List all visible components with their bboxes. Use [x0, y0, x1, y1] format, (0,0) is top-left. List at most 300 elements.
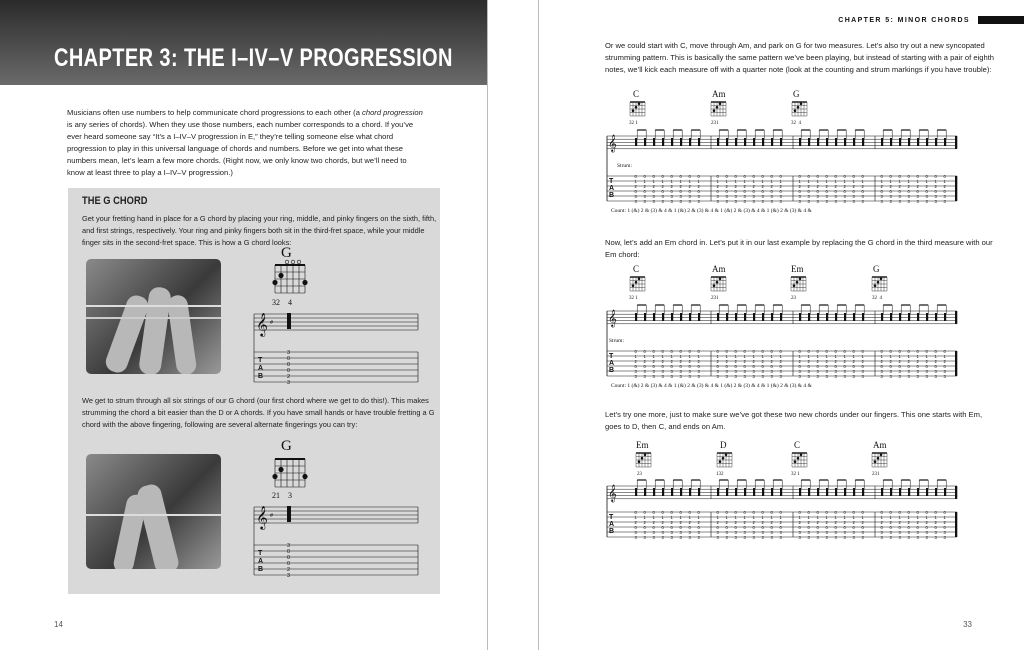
svg-text:3: 3 [287, 543, 291, 549]
svg-text:3: 3 [834, 374, 837, 379]
svg-text:3: 3 [652, 199, 655, 204]
svg-text:3: 3 [807, 199, 810, 204]
svg-text:3: 3 [287, 350, 291, 356]
svg-text:0: 0 [880, 189, 883, 194]
ex3-chord-box-3 [790, 450, 810, 470]
svg-text:2: 2 [697, 184, 700, 189]
svg-text:0: 0 [880, 525, 883, 530]
svg-text:1: 1 [943, 354, 946, 359]
svg-text:1: 1 [688, 354, 691, 359]
svg-text:3: 3 [743, 369, 746, 374]
svg-text:2: 2 [816, 184, 819, 189]
svg-text:2: 2 [907, 359, 910, 364]
svg-text:3: 3 [634, 530, 637, 535]
svg-text:3: 3 [643, 530, 646, 535]
svg-text:3: 3 [889, 530, 892, 535]
svg-text:0: 0 [861, 189, 864, 194]
svg-text:1: 1 [816, 179, 819, 184]
ex2-chord-box-1 [628, 274, 648, 294]
svg-text:3: 3 [734, 374, 737, 379]
svg-text:0: 0 [652, 349, 655, 354]
chapter-title: CHAPTER 3: THE I–IV–V PROGRESSION [54, 44, 453, 72]
svg-text:0: 0 [943, 510, 946, 515]
svg-text:2: 2 [834, 184, 837, 189]
svg-text:0: 0 [898, 510, 901, 515]
svg-text:3: 3 [770, 535, 773, 540]
svg-text:0: 0 [898, 189, 901, 194]
svg-text:3: 3 [934, 194, 937, 199]
svg-text:0: 0 [679, 349, 682, 354]
svg-text:𝄞: 𝄞 [256, 312, 268, 336]
svg-text:0: 0 [770, 174, 773, 179]
svg-text:0: 0 [688, 189, 691, 194]
svg-text:3: 3 [770, 374, 773, 379]
svg-text:3: 3 [843, 374, 846, 379]
svg-text:1: 1 [907, 179, 910, 184]
svg-text:3: 3 [798, 199, 801, 204]
svg-text:0: 0 [925, 510, 928, 515]
svg-text:0: 0 [652, 510, 655, 515]
svg-text:2: 2 [825, 520, 828, 525]
svg-text:2: 2 [943, 359, 946, 364]
svg-text:2: 2 [834, 520, 837, 525]
svg-text:1: 1 [816, 354, 819, 359]
intro-paragraph [67, 107, 423, 179]
svg-text:3: 3 [907, 194, 910, 199]
svg-text:0: 0 [798, 174, 801, 179]
svg-text:1: 1 [934, 354, 937, 359]
svg-text:1: 1 [880, 515, 883, 520]
svg-text:0: 0 [880, 174, 883, 179]
svg-text:1: 1 [925, 354, 928, 359]
svg-text:0: 0 [670, 349, 673, 354]
svg-text:0: 0 [770, 349, 773, 354]
svg-text:3: 3 [861, 199, 864, 204]
svg-text:2: 2 [770, 184, 773, 189]
svg-text:0: 0 [861, 174, 864, 179]
svg-text:0: 0 [843, 525, 846, 530]
svg-text:1: 1 [916, 354, 919, 359]
svg-text:A: A [609, 185, 615, 192]
svg-text:0: 0 [752, 525, 755, 530]
svg-text:T: T [258, 550, 263, 557]
svg-text:1: 1 [652, 515, 655, 520]
running-head-text: CHAPTER 5: MINOR CHORDS [838, 16, 970, 24]
svg-text:3: 3 [634, 374, 637, 379]
svg-text:3: 3 [880, 199, 883, 204]
page-number-right: 33 [963, 620, 972, 629]
svg-text:0: 0 [916, 174, 919, 179]
svg-text:0: 0 [679, 174, 682, 179]
svg-text:1: 1 [916, 179, 919, 184]
ex1-fingering-2: 231 [711, 121, 719, 126]
svg-text:2: 2 [661, 359, 664, 364]
svg-text:3: 3 [880, 530, 883, 535]
svg-text:0: 0 [688, 174, 691, 179]
svg-text:3: 3 [697, 535, 700, 540]
svg-text:0: 0 [916, 364, 919, 369]
svg-text:0: 0 [861, 364, 864, 369]
ex2-chord-box-2 [709, 274, 729, 294]
svg-text:3: 3 [807, 369, 810, 374]
svg-text:0: 0 [843, 364, 846, 369]
svg-text:3: 3 [825, 374, 828, 379]
svg-text:3: 3 [916, 535, 919, 540]
svg-text:0: 0 [916, 349, 919, 354]
svg-text:0: 0 [889, 174, 892, 179]
svg-text:0: 0 [652, 189, 655, 194]
svg-text:2: 2 [688, 359, 691, 364]
svg-text:0: 0 [287, 555, 291, 561]
svg-text:1: 1 [889, 515, 892, 520]
svg-text:3: 3 [825, 369, 828, 374]
svg-text:B: B [609, 192, 615, 199]
svg-text:2: 2 [925, 520, 928, 525]
svg-text:1: 1 [661, 515, 664, 520]
svg-text:3: 3 [652, 194, 655, 199]
svg-text:0: 0 [916, 510, 919, 515]
ex1-strum-label: Strum: [617, 163, 632, 169]
svg-text:1: 1 [798, 515, 801, 520]
svg-text:2: 2 [287, 374, 291, 380]
svg-text:2: 2 [679, 184, 682, 189]
svg-text:2: 2 [752, 184, 755, 189]
svg-text:0: 0 [761, 525, 764, 530]
svg-text:3: 3 [834, 530, 837, 535]
svg-text:0: 0 [697, 189, 700, 194]
svg-text:0: 0 [834, 525, 837, 530]
svg-text:0: 0 [816, 525, 819, 530]
svg-text:0: 0 [752, 349, 755, 354]
svg-text:2: 2 [679, 359, 682, 364]
svg-text:0: 0 [834, 364, 837, 369]
svg-text:0: 0 [798, 510, 801, 515]
svg-text:3: 3 [852, 530, 855, 535]
svg-text:1: 1 [770, 354, 773, 359]
svg-text:B: B [609, 528, 615, 535]
svg-text:0: 0 [834, 174, 837, 179]
svg-text:2: 2 [798, 520, 801, 525]
svg-text:3: 3 [661, 535, 664, 540]
svg-text:3: 3 [643, 535, 646, 540]
svg-text:0: 0 [643, 349, 646, 354]
svg-text:0: 0 [661, 364, 664, 369]
svg-text:0: 0 [916, 189, 919, 194]
svg-text:2: 2 [734, 520, 737, 525]
svg-text:0: 0 [661, 349, 664, 354]
svg-text:2: 2 [834, 359, 837, 364]
svg-text:0: 0 [798, 349, 801, 354]
svg-text:3: 3 [688, 199, 691, 204]
svg-text:3: 3 [725, 369, 728, 374]
svg-text:3: 3 [843, 194, 846, 199]
svg-text:0: 0 [880, 364, 883, 369]
svg-text:3: 3 [852, 199, 855, 204]
ex2-chord-2: Am [712, 264, 726, 274]
svg-text:0: 0 [779, 525, 782, 530]
svg-text:1: 1 [943, 515, 946, 520]
svg-text:3: 3 [643, 199, 646, 204]
svg-text:2: 2 [743, 359, 746, 364]
svg-text:0: 0 [697, 349, 700, 354]
ex3-chord-box-2 [715, 450, 735, 470]
diagram2-chord-name: G [281, 438, 292, 454]
svg-text:0: 0 [907, 364, 910, 369]
svg-text:2: 2 [843, 184, 846, 189]
svg-text:0: 0 [661, 510, 664, 515]
svg-text:2: 2 [725, 184, 728, 189]
ex3-chord-1: Em [636, 440, 649, 450]
section-body-1: Get your fretting hand in place for a G chord by placing your ring, middle, and pinky fingers on the sixth, fifth, and first strings, respectively. Your ring and pinky fingers both sit in the third-fret space, while your middle finger sits in the second-fret space. This is how a G chord looks: [82, 214, 437, 247]
svg-text:0: 0 [834, 189, 837, 194]
svg-text:1: 1 [898, 354, 901, 359]
svg-text:3: 3 [734, 369, 737, 374]
svg-text:0: 0 [779, 174, 782, 179]
ex2-chord-3: Em [791, 264, 804, 274]
diagram1-chord-box [272, 262, 312, 302]
gutter [488, 0, 538, 650]
svg-text:3: 3 [825, 199, 828, 204]
svg-text:1: 1 [825, 354, 828, 359]
svg-text:0: 0 [843, 510, 846, 515]
svg-text:2: 2 [643, 184, 646, 189]
svg-text:0: 0 [934, 174, 937, 179]
svg-text:3: 3 [779, 194, 782, 199]
svg-text:0: 0 [907, 189, 910, 194]
svg-text:1: 1 [734, 179, 737, 184]
svg-text:1: 1 [834, 354, 837, 359]
svg-text:1: 1 [661, 354, 664, 359]
svg-text:2: 2 [861, 359, 864, 364]
svg-text:0: 0 [697, 174, 700, 179]
svg-text:3: 3 [752, 369, 755, 374]
svg-text:3: 3 [798, 530, 801, 535]
diagram2-chord-box [272, 456, 312, 496]
svg-text:1: 1 [761, 354, 764, 359]
svg-text:2: 2 [679, 520, 682, 525]
svg-text:1: 1 [770, 515, 773, 520]
svg-text:1: 1 [697, 179, 700, 184]
ex1-chord-3: G [793, 89, 800, 99]
svg-text:3: 3 [752, 194, 755, 199]
svg-text:3: 3 [816, 199, 819, 204]
svg-text:0: 0 [725, 510, 728, 515]
svg-text:1: 1 [643, 515, 646, 520]
svg-text:2: 2 [889, 520, 892, 525]
svg-text:0: 0 [925, 189, 928, 194]
svg-text:0: 0 [779, 349, 782, 354]
svg-text:0: 0 [825, 189, 828, 194]
svg-text:3: 3 [770, 194, 773, 199]
svg-text:0: 0 [661, 525, 664, 530]
svg-text:2: 2 [770, 520, 773, 525]
svg-text:3: 3 [634, 535, 637, 540]
svg-text:2: 2 [934, 520, 937, 525]
svg-text:0: 0 [934, 525, 937, 530]
svg-text:3: 3 [889, 194, 892, 199]
svg-text:0: 0 [889, 525, 892, 530]
ex1-count-label: Count: [611, 208, 626, 214]
svg-text:0: 0 [934, 349, 937, 354]
svg-text:1: 1 [834, 179, 837, 184]
svg-text:3: 3 [889, 535, 892, 540]
svg-text:0: 0 [843, 189, 846, 194]
svg-text:2: 2 [743, 520, 746, 525]
ex3-fingering-3: 32 1 [791, 472, 800, 477]
svg-text:1: 1 [743, 354, 746, 359]
svg-text:3: 3 [661, 199, 664, 204]
svg-text:0: 0 [779, 510, 782, 515]
svg-text:3: 3 [907, 535, 910, 540]
svg-text:0: 0 [679, 525, 682, 530]
svg-text:0: 0 [880, 349, 883, 354]
svg-text:1: 1 [752, 515, 755, 520]
svg-text:3: 3 [634, 194, 637, 199]
svg-text:0: 0 [716, 364, 719, 369]
hand-photo-1 [86, 259, 221, 374]
page-number-left: 14 [54, 620, 63, 629]
svg-text:0: 0 [925, 174, 928, 179]
svg-text:0: 0 [934, 364, 937, 369]
svg-text:3: 3 [652, 535, 655, 540]
svg-text:1: 1 [697, 354, 700, 359]
svg-text:1: 1 [679, 354, 682, 359]
svg-text:0: 0 [725, 174, 728, 179]
svg-text:0: 0 [697, 364, 700, 369]
svg-text:3: 3 [634, 369, 637, 374]
svg-text:3: 3 [934, 535, 937, 540]
svg-text:1: 1 [880, 354, 883, 359]
svg-text:1: 1 [761, 515, 764, 520]
svg-text:3: 3 [925, 199, 928, 204]
svg-text:3: 3 [816, 374, 819, 379]
svg-text:3: 3 [743, 535, 746, 540]
svg-text:0: 0 [688, 349, 691, 354]
svg-text:2: 2 [807, 520, 810, 525]
svg-text:3: 3 [761, 194, 764, 199]
svg-text:1: 1 [779, 515, 782, 520]
svg-text:0: 0 [634, 525, 637, 530]
svg-text:0: 0 [898, 349, 901, 354]
ex1-fingering-1: 32 1 [629, 121, 638, 126]
svg-text:3: 3 [889, 374, 892, 379]
svg-text:3: 3 [716, 374, 719, 379]
svg-text:1: 1 [807, 515, 810, 520]
svg-text:1: 1 [907, 515, 910, 520]
ex1-chord-box-1 [628, 99, 648, 119]
svg-text:3: 3 [943, 374, 946, 379]
svg-text:2: 2 [825, 359, 828, 364]
svg-text:1: 1 [688, 515, 691, 520]
ex3-chord-3: C [794, 440, 801, 450]
svg-text:3: 3 [861, 530, 864, 535]
ex2-chord-4: G [873, 264, 880, 274]
running-head-bar [978, 16, 1024, 24]
svg-text:3: 3 [743, 530, 746, 535]
svg-text:2: 2 [716, 184, 719, 189]
svg-text:3: 3 [916, 530, 919, 535]
svg-text:3: 3 [688, 194, 691, 199]
svg-text:3: 3 [716, 194, 719, 199]
svg-text:3: 3 [287, 380, 291, 386]
svg-text:3: 3 [843, 535, 846, 540]
svg-text:0: 0 [852, 364, 855, 369]
svg-text:0: 0 [907, 510, 910, 515]
svg-text:3: 3 [943, 369, 946, 374]
svg-text:3: 3 [825, 194, 828, 199]
diagram2-staff-tab [250, 503, 420, 583]
svg-text:0: 0 [679, 189, 682, 194]
svg-text:3: 3 [907, 369, 910, 374]
svg-text:2: 2 [697, 520, 700, 525]
ex1-count-row [611, 208, 812, 214]
svg-text:1: 1 [834, 515, 837, 520]
svg-text:3: 3 [816, 530, 819, 535]
svg-text:2: 2 [752, 359, 755, 364]
svg-text:0: 0 [670, 364, 673, 369]
svg-text:0: 0 [734, 189, 737, 194]
svg-text:0: 0 [643, 525, 646, 530]
svg-text:3: 3 [670, 374, 673, 379]
svg-text:0: 0 [679, 364, 682, 369]
svg-text:3: 3 [880, 374, 883, 379]
svg-text:3: 3 [798, 194, 801, 199]
svg-text:3: 3 [752, 530, 755, 535]
svg-text:1: 1 [643, 179, 646, 184]
svg-text:2: 2 [852, 520, 855, 525]
svg-text:3: 3 [816, 535, 819, 540]
svg-text:1: 1 [816, 515, 819, 520]
svg-text:2: 2 [861, 520, 864, 525]
svg-text:1: 1 [779, 354, 782, 359]
svg-text:3: 3 [752, 199, 755, 204]
svg-text:0: 0 [825, 364, 828, 369]
svg-text:0: 0 [743, 525, 746, 530]
svg-text:0: 0 [898, 364, 901, 369]
svg-text:1: 1 [743, 179, 746, 184]
svg-text:3: 3 [725, 535, 728, 540]
svg-text:2: 2 [770, 359, 773, 364]
svg-text:0: 0 [843, 349, 846, 354]
svg-text:0: 0 [734, 174, 737, 179]
svg-text:2: 2 [889, 184, 892, 189]
svg-text:0: 0 [287, 362, 291, 368]
ex1-fingering-3: 32 4 [791, 121, 801, 126]
svg-text:2: 2 [716, 359, 719, 364]
svg-text:3: 3 [734, 530, 737, 535]
svg-text:2: 2 [861, 184, 864, 189]
svg-text:1: 1 [852, 515, 855, 520]
svg-text:1: 1 [752, 179, 755, 184]
svg-text:0: 0 [287, 549, 291, 555]
svg-text:3: 3 [916, 369, 919, 374]
svg-text:2: 2 [697, 359, 700, 364]
svg-text:1: 1 [670, 354, 673, 359]
svg-text:3: 3 [761, 535, 764, 540]
svg-text:1: 1 [798, 179, 801, 184]
svg-text:0: 0 [816, 510, 819, 515]
svg-text:3: 3 [679, 199, 682, 204]
svg-text:3: 3 [688, 369, 691, 374]
svg-text:1: 1 [925, 179, 928, 184]
svg-text:1: 1 [852, 354, 855, 359]
svg-text:2: 2 [907, 184, 910, 189]
ex2-count-values: 1 (&) 2 & (3) & 4 & 1 (&) 2 & (3) & 4 & 1 (&) 2 & (3) & 4 & 1 (&) 2 & (3) & 4 & [627, 383, 812, 389]
svg-text:1: 1 [843, 354, 846, 359]
ex3-chord-2: D [720, 440, 727, 450]
svg-text:0: 0 [634, 364, 637, 369]
svg-text:3: 3 [697, 369, 700, 374]
